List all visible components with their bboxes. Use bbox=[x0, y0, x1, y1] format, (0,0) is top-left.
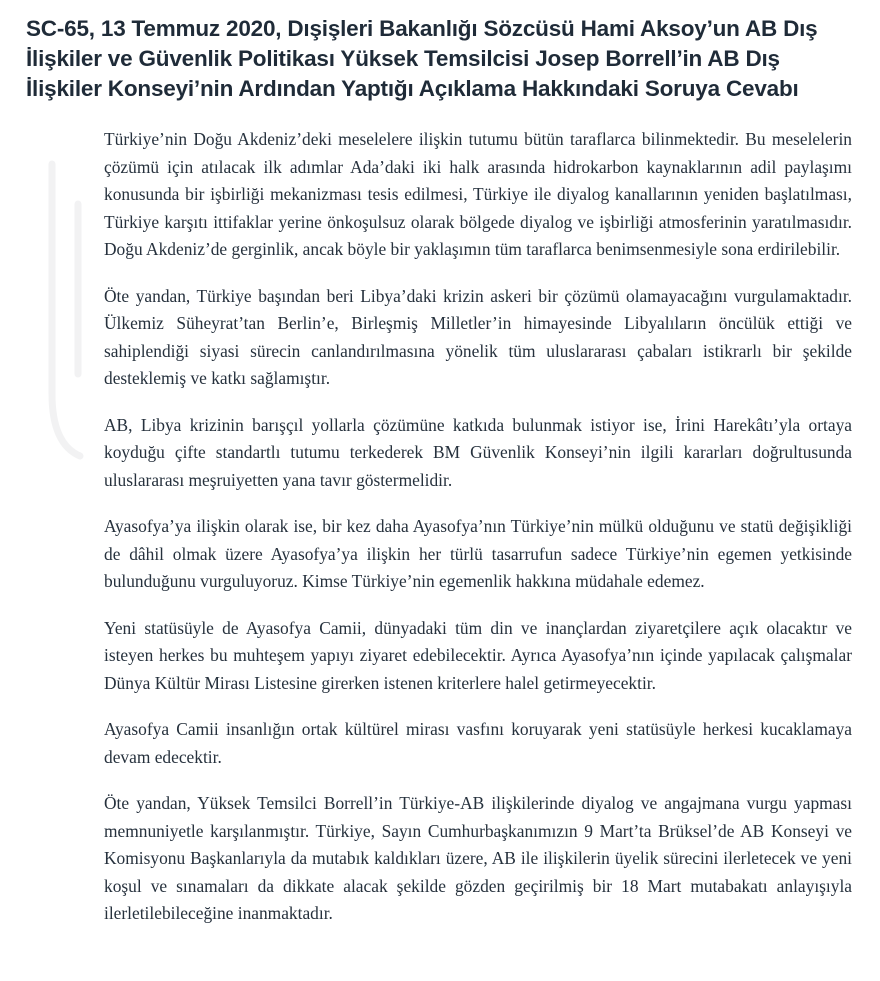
paragraph: AB, Libya krizinin barışçıl yollarla çözümüne katkıda bulunmak istiyor ise, İrini Harekâtı’yla ortaya koyduğu çifte standartlı tutumu terkederek BM Güvenlik Konseyi’nin ilgili kararları doğrultusunda uluslararası meşruiyetten yana tavır göstermelidir. bbox=[104, 414, 852, 490]
paragraph: Yeni statüsüyle de Ayasofya Camii, dünyadaki tüm din ve inançlardan ziyaretçilere açık olacaktır ve isteyen herkes bu muhteşem yapıyı ziyaret edebilecektir. Ayrıca Ayasofya’nın içinde yapılacak çalışmalar Dünya Kültür Mirası Listesine girerken istenen kriterlere halel getirmeyecektir. bbox=[104, 617, 852, 693]
page-title: SC-65, 13 Temmuz 2020, Dışişleri Bakanlığı Sözcüsü Hami Aksoy’un AB Dış İlişkiler ve Güvenlik Politikası Yüksek Temsilcisi Josep Borrell’in AB Dış İlişkiler Konseyi’nin Ardından Yaptığı Açıklama Hakkındaki Soruya Cevabı bbox=[26, 16, 818, 101]
document-body bbox=[26, 126, 854, 928]
paragraph: Öte yandan, Türkiye başından beri Libya’daki krizin askeri bir çözümü olamayacağını vurgulamaktadır. Ülkemiz Süheyrat’tan Berlin’e, Birleşmiş Milletler’in himayesinde Libyalıların öncülük ettiği ve sahiplendiği siyasi sürecin canlandırılmasına yönelik tüm uluslararası çabaları istikrarlı bir şekilde desteklemiş ve katkı sağlamıştır. bbox=[104, 285, 852, 388]
paragraph: Türkiye’nin Doğu Akdeniz’deki meselelere ilişkin tutumu bütün taraflarca bilinmektedir. Bu meselelerin çözümü için atılacak ilk adımlar Ada’daki iki halk arasında hidrokarbon kaynaklarının adil paylaşımı konusunda bir işbirliği mekanizması tesis edilmesi, Türkiye ile diyalog kanallarının yeniden başlatılması, Türkiye karşıtı ittifaklar yerine önkoşulsuz olarak bölgede diyalog ve işbirliği atmosferinin yaratılmasıdır. Doğu Akdeniz’de gerginlik, ancak böyle bir yaklaşımın tüm taraflarca benimsenmesiyle sona erdirilebilir. bbox=[104, 129, 852, 259]
watermark-glyph-icon bbox=[34, 144, 94, 504]
paragraph: Öte yandan, Yüksek Temsilci Borrell’in Türkiye-AB ilişkilerinde diyalog ve angajmana vurgu yapması memnuniyetle karşılanmıştır. Türkiye, Sayın Cumhurbaşkanımızın 9 Mart’ta Brüksel’de AB Konseyi ve Komisyonu Başkanlarıyla da mutabık kaldıkları üzere, AB ile ilişkilerin üyelik sürecini ilerletecek ve yeni koşul ve sınamaları da dikkate alacak şekilde gözden geçirilmiş bir 18 Mart mutabakatı anlayışıyla ilerletilebileceğine inanmaktadır. bbox=[104, 793, 852, 923]
paragraph: Ayasofya’ya ilişkin olarak ise, bir kez daha Ayasofya’nın Türkiye’nin mülkü olduğunu ve statü değişikliği de dâhil olmak üzere Ayasofya’ya ilişkin her türlü tasarrufun sadece Türkiye’nin egemen yetkisinde bulunduğunu vurguluyoruz. Kimse Türkiye’nin egemenlik hakkına müdahale edemez. bbox=[104, 516, 852, 591]
paragraph: Ayasofya Camii insanlığın ortak kültürel mirası vasfını koruyarak yeni statüsüyle herkesi kucaklamaya devam edecektir. bbox=[104, 719, 852, 767]
